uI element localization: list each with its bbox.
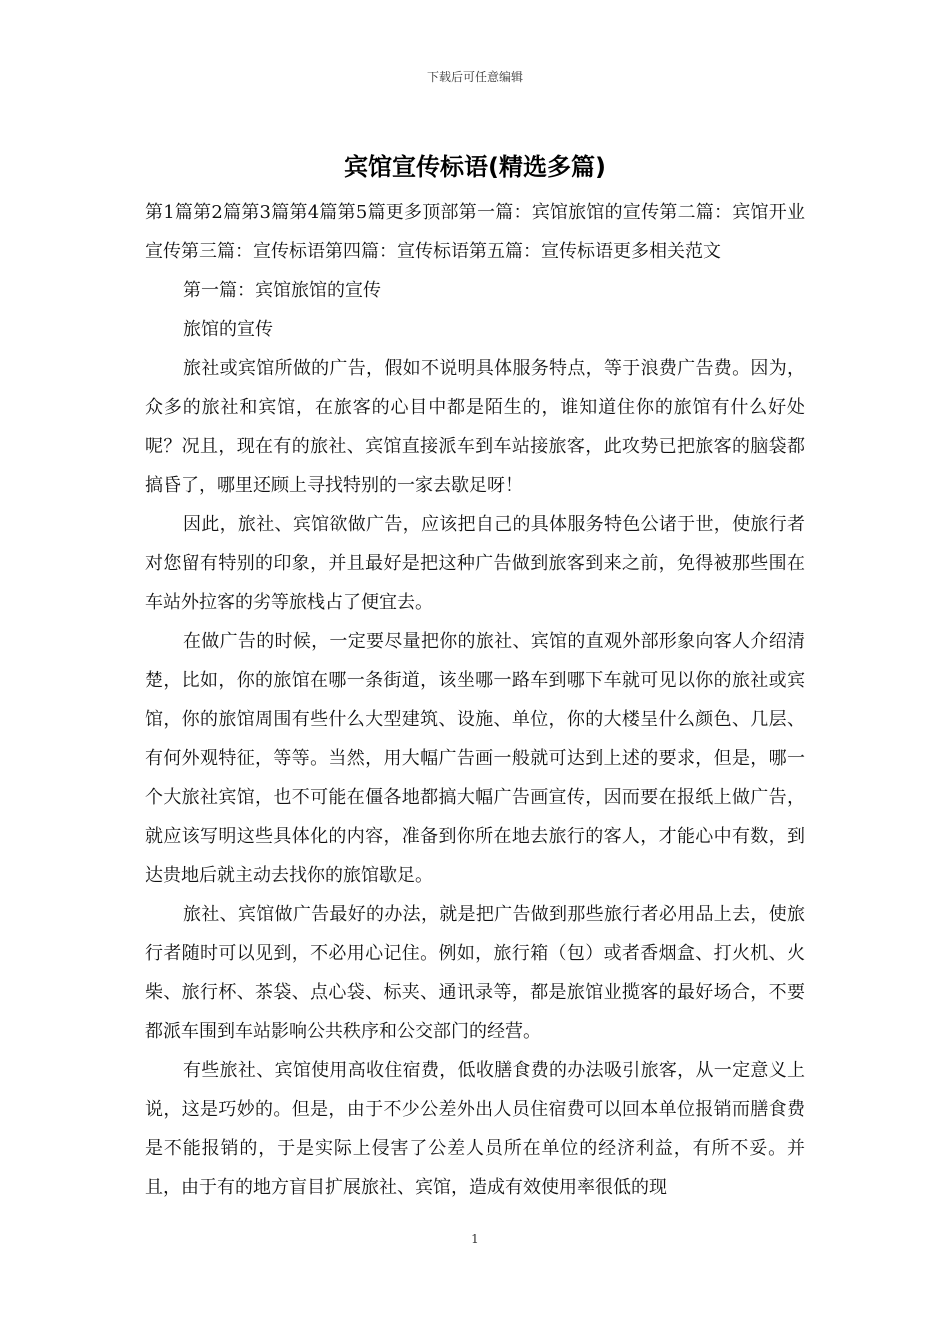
paragraph: 旅社、宾馆做广告最好的办法，就是把广告做到那些旅行者必用品上去，使旅行者随时可以见到，不必用心记住。例如，旅行箱（包）或者香烟盒、打火机、火柴、旅行杯、茶袋、点心袋、标夹、通讯录等，都是旅馆业揽客的最好场合，不要都派车围到车站影响公共秩序和公交部门的经营。 [145,904,805,1042]
paragraph: 旅社或宾馆所做的广告，假如不说明具体服务特点，等于浪费广告费。因为，众多的旅社和宾馆，在旅客的心目中都是陌生的，谁知道住你的旅馆有什么好处呢？况且，现在有的旅社、宾馆直接派车到车站接旅客，此攻势已把旅客的脑袋都搞昏了，哪里还顾上寻找特别的一家去歇足呀！ [145,358,805,496]
subheading: 旅馆的宣传 [183,319,273,340]
document-body [145,193,805,1207]
section-heading: 第一篇：宾馆旅馆的宣传 [183,280,381,301]
paragraph: 因此，旅社、宾馆欲做广告，应该把自己的具体服务特色公诸于世，使旅行者对您留有特别的印象，并且最好是把这种广告做到旅客到来之前，免得被那些围在车站外拉客的劣等旅栈占了便宜去。 [145,514,805,613]
document-title: 宾馆宣传标语(精选多篇) [344,153,606,181]
paragraph: 在做广告的时候，一定要尽量把你的旅社、宾馆的直观外部形象向客人介绍清楚，比如，你的旅馆在哪一条街道，该坐哪一路车到哪下车就可见以你的旅社或宾馆，你的旅馆周围有些什么大型建筑、设施、单位，你的大楼呈什么颜色、几层、有何外观特征，等等。当然，用大幅广告画一般就可达到上述的要求，但是，哪一个大旅社宾馆，也不可能在僵各地都搞大幅广告画宣传，因而要在报纸上做广告，就应该写明这些具体化的内容，准备到你所在地去旅行的客人，才能心中有数，到达贵地后就主动去找你的旅馆歇足。 [145,631,805,886]
paragraph: 有些旅社、宾馆使用高收住宿费，低收膳食费的办法吸引旅客，从一定意义上说，这是巧妙的。但是，由于不少公差外出人员住宿费可以回本单位报销而膳食费是不能报销的，于是实际上侵害了公差人员所在单位的经济利益，有所不妥。并且，由于有的地方盲目扩展旅社、宾馆，造成有效使用率很低的现 [145,1060,805,1198]
header-note: 下载后可任意编辑 [426,70,523,84]
table-of-contents: 第1篇第2篇第3篇第4篇第5篇更多顶部第一篇：宾馆旅馆的宣传第二篇：宾馆开业宣传第三篇：宣传标语第四篇：宣传标语第五篇：宣传标语更多相关范文 [145,202,805,262]
page-number: 1 [471,1232,479,1246]
